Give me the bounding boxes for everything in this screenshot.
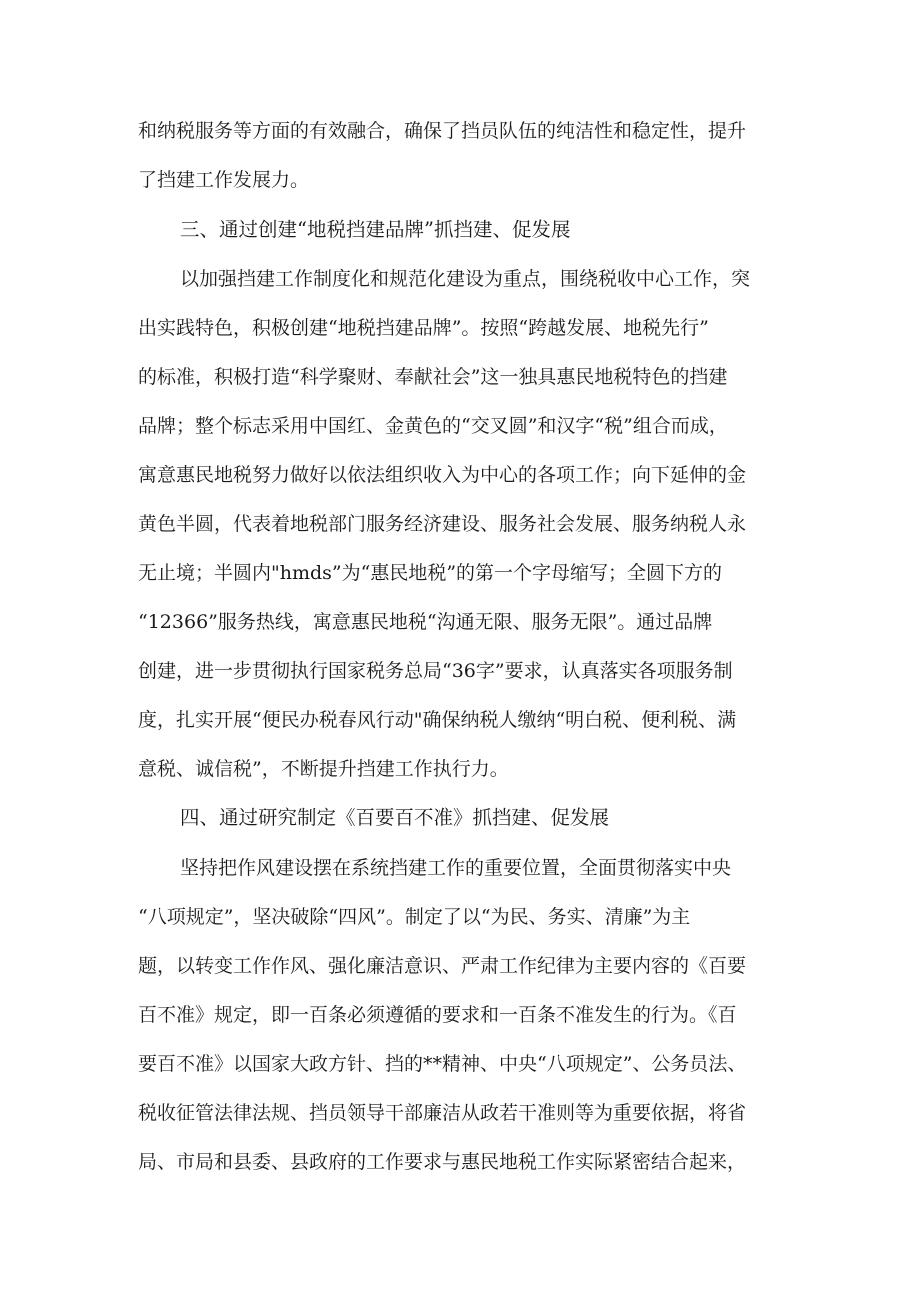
section-heading: 三、通过创建“地税挡建品牌”抓挡建、促发展 [180, 218, 571, 241]
paragraph-line: 创建，进一步贯彻执行国家税务总局“36字”要求，认真落实各项服务制 [138, 660, 733, 682]
paragraph-line: 度，扎实开展“便民办税春风行动"确保纳税人缴纳“明白税、便利税、满 [138, 709, 737, 731]
paragraph-line: 了挡建工作发展力。 [138, 169, 310, 191]
paragraph-line: “12366”服务热线，寓意惠民地税“沟通无限、服务无限”。通过品牌 [138, 611, 713, 633]
paragraph-line: “八项规定”，坚决破除“四风”。制定了以“为民、务实、清廉”为主 [138, 906, 691, 928]
paragraph-line: 坚持把作风建设摆在系统挡建工作的重要位置，全面贯彻落实中央 [180, 857, 732, 879]
paragraph-line: 和纳税服务等方面的有效融合，确保了挡员队伍的纯洁性和稳定性，提升 [138, 120, 747, 142]
paragraph-line: 百不准》规定，即一百条必须遵循的要求和一百条不准发生的行为。《百 [138, 1004, 737, 1026]
paragraph-line: 局、市局和县委、县政府的工作要求与惠民地税工作实际紧密结合起来， [138, 1151, 747, 1173]
paragraph-line: 品牌；整个标志采用中国红、金黄色的“交叉圆”和汉字“税”组合而成， [138, 415, 728, 437]
paragraph-line: 寓意惠民地税努力做好以依法组织收入为中心的各项工作；向下延伸的金 [138, 464, 747, 486]
paragraph-line: 黄色半圆，代表着地税部门服务经济建设、服务社会发展、服务纳税人永 [138, 513, 747, 535]
paragraph-line: 税收征管法律法规、挡员领导干部廉洁从政若干准则等为重要依据，将省 [138, 1102, 747, 1124]
paragraph-line: 要百不准》以国家大政方针、挡的**精神、中央“八项规定”、公务员法、 [138, 1053, 747, 1075]
paragraph-line: 意税、诚信税”，不断提升挡建工作执行力。 [138, 758, 509, 780]
paragraph-line: 题，以转变工作作风、强化廉洁意识、严肃工作纪律为主要内容的《百要 [138, 955, 747, 977]
section-heading: 四、通过研究制定《百要百不准》抓挡建、促发展 [180, 806, 610, 829]
paragraph-line: 以加强挡建工作制度化和规范化建设为重点，围绕税收中心工作，突 [180, 268, 751, 290]
paragraph-line: 出实践特色，积极创建“地税挡建品牌”。按照“跨越发展、地税先行” [138, 317, 709, 339]
paragraph-line: 无止境；半圆内"hmds”为“惠民地税”的第一个字母缩写；全圆下方的 [138, 562, 723, 584]
paragraph-line: 的标准，积极打造“科学聚财、奉献社会”这一独具惠民地税特色的挡建 [138, 366, 728, 388]
